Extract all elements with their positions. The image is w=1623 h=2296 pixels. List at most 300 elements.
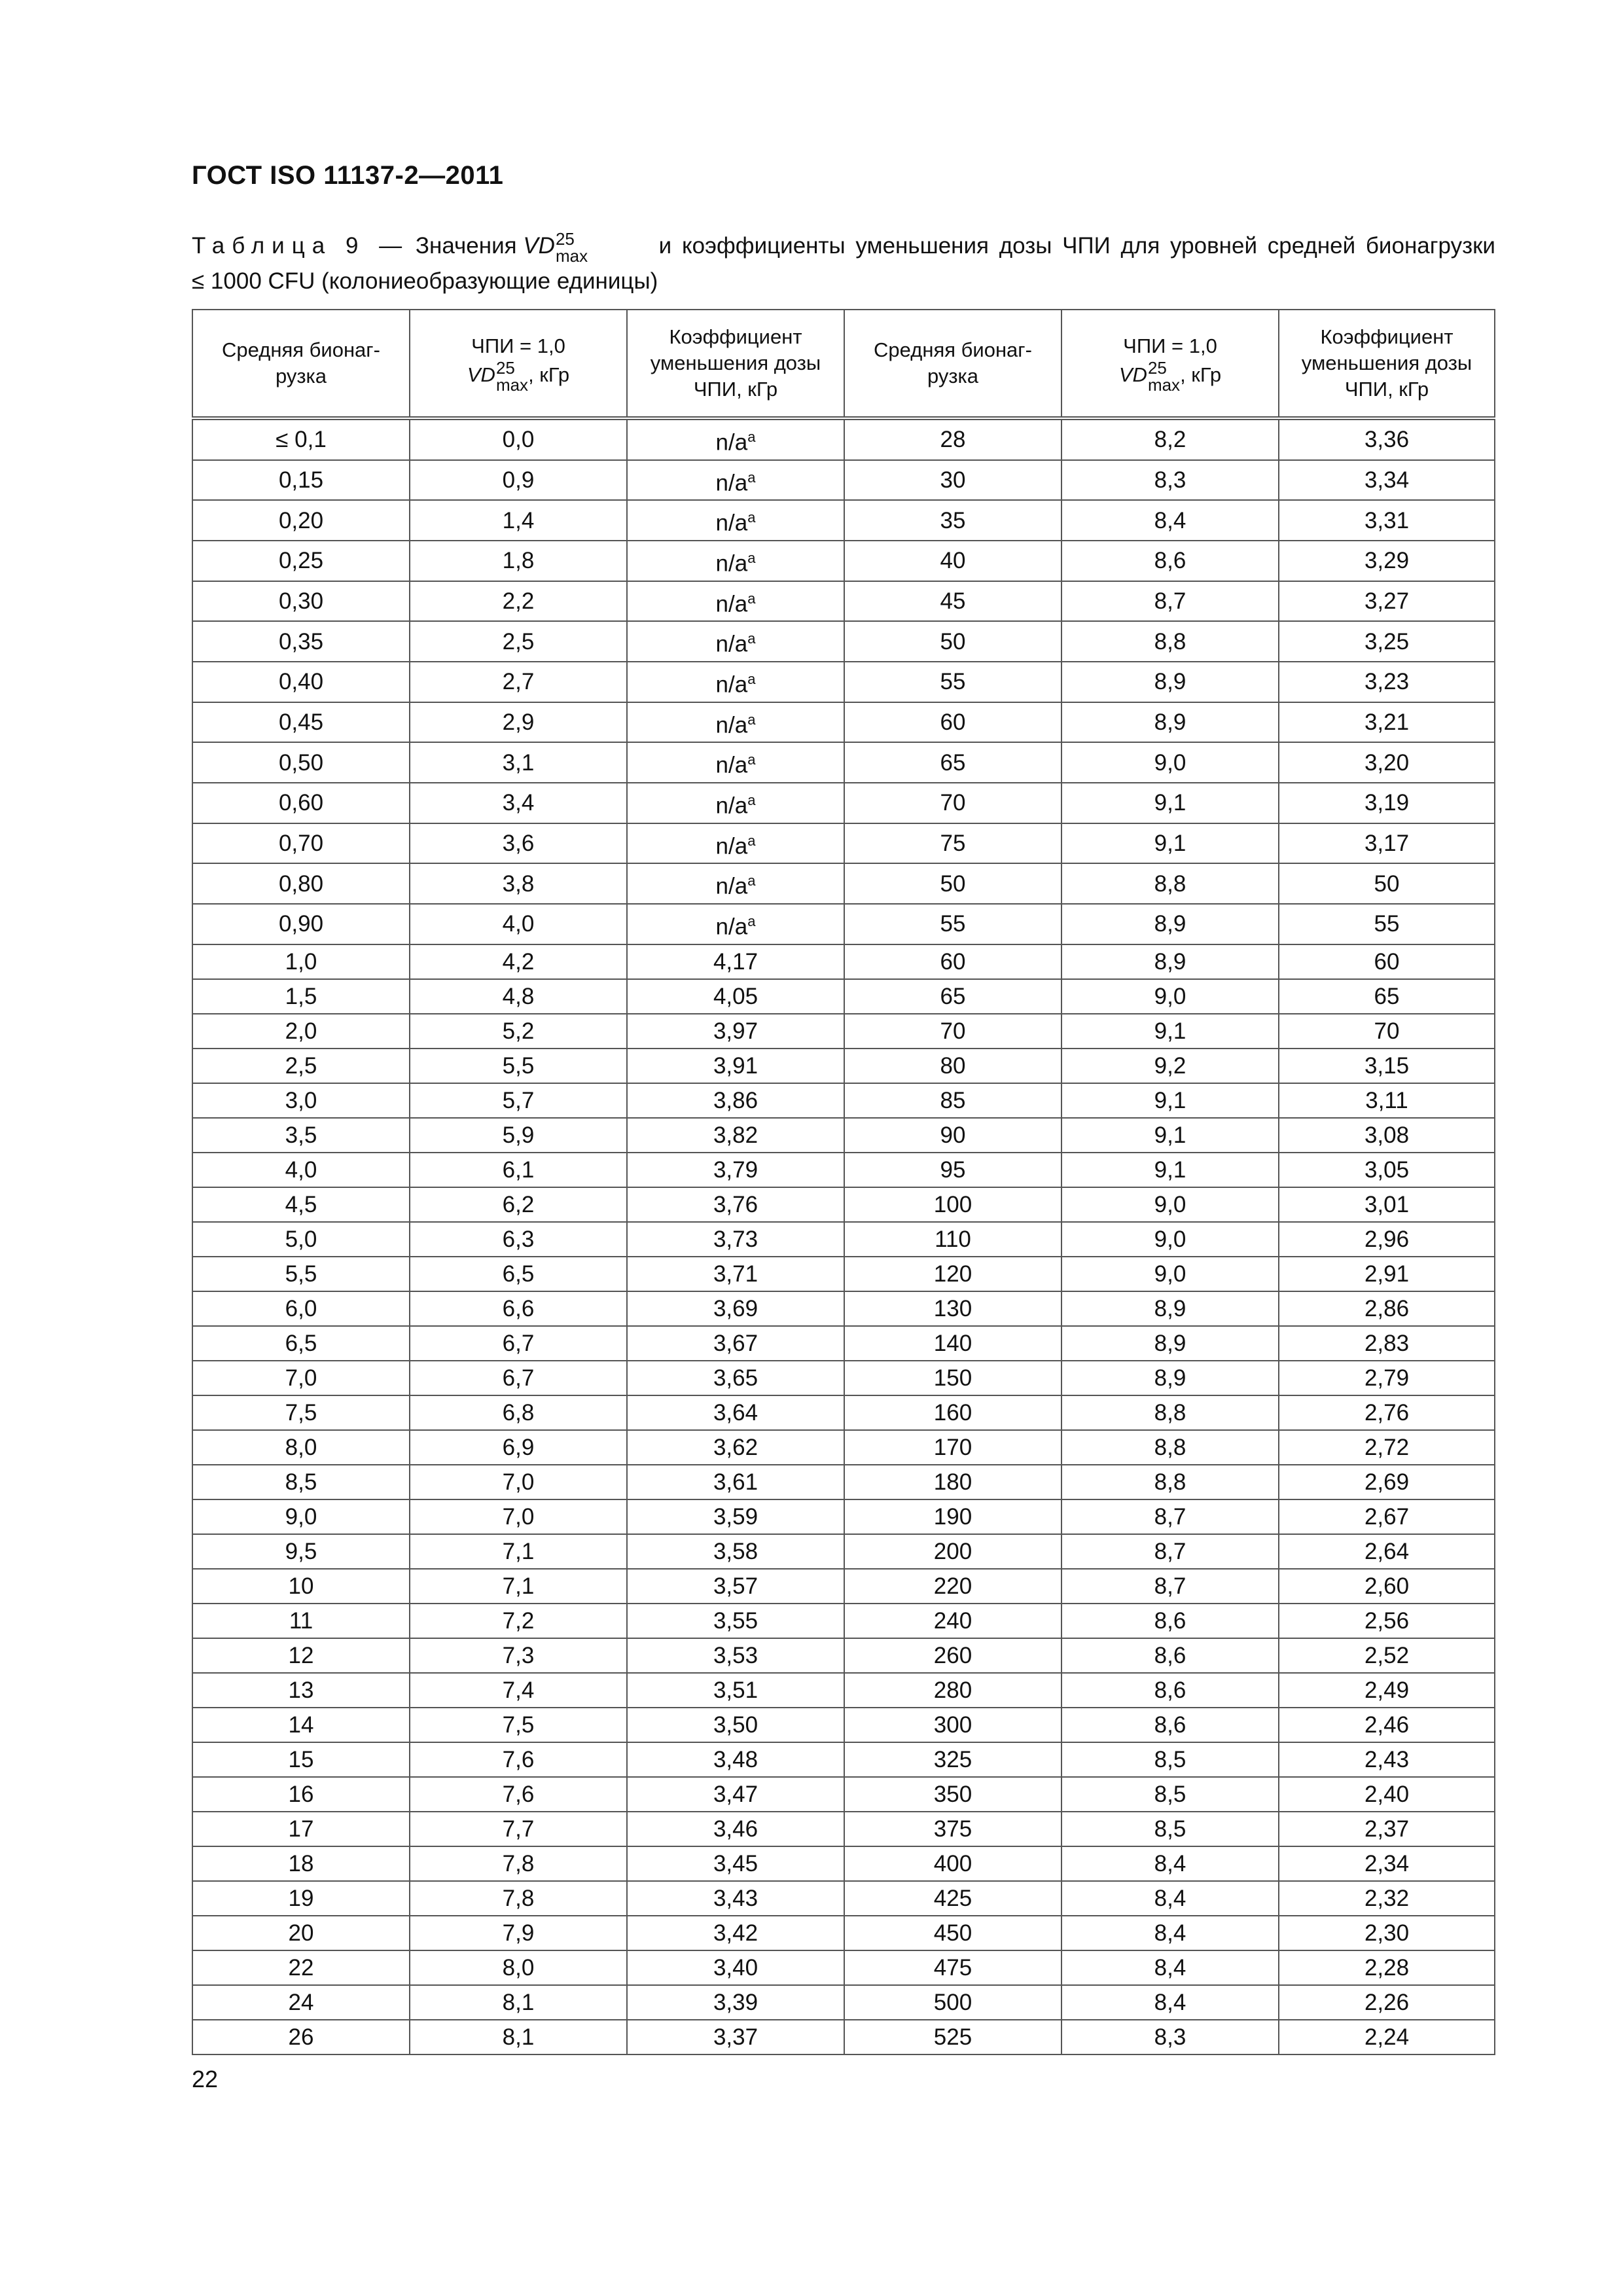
table-cell-bioburden: 45 [844,581,1061,622]
table-cell-vd-max: 1,4 [410,500,627,541]
table-row [192,1118,1495,1153]
table-cell-dose-factor: 3,48 [627,1742,844,1777]
table-row [192,979,1495,1014]
table-cell-vd-max: 8,9 [1061,1291,1279,1326]
table-cell-vd-max: 3,8 [410,863,627,904]
table-row [192,1534,1495,1569]
table-cell-bioburden: 7,5 [192,1395,410,1430]
table-cell-bioburden: 450 [844,1916,1061,1950]
table-cell-dose-factor: $n/a^a$ [627,581,844,622]
table-row [192,581,1495,622]
table-cell-bioburden: 60 [844,944,1061,979]
table-cell-bioburden: 260 [844,1638,1061,1673]
table-cell-dose-factor: 2,32 [1279,1881,1495,1916]
table-row [192,1604,1495,1638]
table-cell-vd-max: 7,3 [410,1638,627,1673]
table-cell-dose-factor: 60 [1279,944,1495,979]
table-cell-bioburden: 0,20 [192,500,410,541]
table-cell-dose-factor: 3,20 [1279,742,1495,783]
table-cell-vd-max: 3,4 [410,783,627,823]
table-cell-dose-factor: 2,56 [1279,1604,1495,1638]
table-cell-dose-factor: 70 [1279,1014,1495,1049]
table-row [192,1569,1495,1604]
table-cell-bioburden: 17 [192,1812,410,1846]
table-cell-dose-factor: 3,64 [627,1395,844,1430]
table-cell-dose-factor: 2,72 [1279,1430,1495,1465]
table-cell-dose-factor: 2,86 [1279,1291,1495,1326]
table-cell-dose-factor: $n/a^a$ [627,621,844,662]
table-cell-vd-max: 9,1 [1061,823,1279,864]
table-row [192,1361,1495,1395]
table-cell-dose-factor: 3,59 [627,1499,844,1534]
table-cell-dose-factor: 2,49 [1279,1673,1495,1708]
table-cell-vd-max: 8,3 [1061,460,1279,501]
table-row [192,1049,1495,1083]
table-cell-dose-factor: 3,58 [627,1534,844,1569]
table-cell-bioburden: 85 [844,1083,1061,1118]
table-cell-bioburden: 8,0 [192,1430,410,1465]
table-cell-bioburden: 0,50 [192,742,410,783]
table-cell-dose-factor: 3,08 [1279,1118,1495,1153]
table-row [192,1291,1495,1326]
header-bioburden-right: Средняя бионаг- рузка [844,310,1061,418]
table-cell-bioburden: 180 [844,1465,1061,1499]
table-cell-bioburden: 0,35 [192,621,410,662]
caption-rest: и коэффициенты уменьшения дозы ЧПИ для уровней средней бионагрузки [658,233,1495,259]
table-cell-dose-factor: 3,46 [627,1812,844,1846]
header-dose-factor-right: Коэффициент уменьшения дозы ЧПИ, кГр [1279,310,1495,418]
table-row [192,863,1495,904]
table-cell-vd-max: 8,8 [1061,621,1279,662]
table-cell-bioburden: 350 [844,1777,1061,1812]
table-cell-vd-max: 5,9 [410,1118,627,1153]
table-cell-dose-factor: 3,76 [627,1187,844,1222]
table-cell-dose-factor: 2,46 [1279,1708,1495,1742]
header-vd-max-right: ЧПИ = 1,0 VD 25 max , кГр [1061,310,1279,418]
table-cell-dose-factor: 2,26 [1279,1985,1495,2020]
table-row [192,500,1495,541]
table-cell-vd-max: 4,0 [410,904,627,944]
header-dose-factor-left: Коэффициент уменьшения дозы ЧПИ, кГр [627,310,844,418]
table-cell-bioburden: 300 [844,1708,1061,1742]
table-cell-bioburden: 12 [192,1638,410,1673]
table-cell-bioburden: 0,30 [192,581,410,622]
table-row [192,2020,1495,2054]
table-cell-vd-max: 8,6 [1061,1638,1279,1673]
table-cell-vd-max: 9,2 [1061,1049,1279,1083]
table-cell-bioburden: 26 [192,2020,410,2054]
table-cell-vd-max: 6,7 [410,1326,627,1361]
table-cell-dose-factor: $n/a^a$ [627,460,844,501]
caption-pre: Значения [415,233,517,259]
table-cell-dose-factor: 2,76 [1279,1395,1495,1430]
bioburden-table [192,309,1495,2055]
table-cell-vd-max: 6,7 [410,1361,627,1395]
table-cell-vd-max: 9,1 [1061,783,1279,823]
table-cell-dose-factor: 3,71 [627,1257,844,1291]
table-cell-bioburden: 400 [844,1846,1061,1881]
table-cell-vd-max: 9,0 [1061,1222,1279,1257]
table-cell-vd-max: 7,2 [410,1604,627,1638]
table-cell-dose-factor: 3,05 [1279,1153,1495,1187]
table-cell-vd-max: 8,7 [1061,581,1279,622]
table-cell-vd-max: 6,6 [410,1291,627,1326]
table-cell-vd-max: 9,1 [1061,1014,1279,1049]
table-cell-vd-max: 8,9 [1061,944,1279,979]
table-cell-bioburden: 140 [844,1326,1061,1361]
table-cell-bioburden: 160 [844,1395,1061,1430]
table-cell-bioburden: 8,5 [192,1465,410,1499]
table-cell-dose-factor: 3,15 [1279,1049,1495,1083]
table-cell-dose-factor: 3,34 [1279,460,1495,501]
table-row [192,904,1495,944]
table-cell-dose-factor: $n/a^a$ [627,783,844,823]
table-cell-bioburden: 70 [844,1014,1061,1049]
table-cell-bioburden: 0,15 [192,460,410,501]
table-row [192,1326,1495,1361]
table-cell-dose-factor: 3,37 [627,2020,844,2054]
table-row [192,621,1495,662]
table-cell-bioburden: 0,90 [192,904,410,944]
table-cell-bioburden: 240 [844,1604,1061,1638]
table-cell-vd-max: 5,7 [410,1083,627,1118]
table-cell-bioburden: 28 [844,418,1061,460]
table-cell-dose-factor: 2,67 [1279,1499,1495,1534]
table-cell-dose-factor: 4,05 [627,979,844,1014]
table-cell-bioburden: 30 [844,460,1061,501]
table-cell-bioburden: 22 [192,1950,410,1985]
table-row [192,702,1495,743]
table-cell-vd-max: 8,4 [1061,500,1279,541]
table-cell-dose-factor: $n/a^a$ [627,662,844,702]
table-cell-vd-max: 9,1 [1061,1153,1279,1187]
table-cell-dose-factor: $n/a^a$ [627,823,844,864]
table-cell-vd-max: 8,4 [1061,1985,1279,2020]
table-cell-vd-max: 3,6 [410,823,627,864]
table-row [192,460,1495,501]
table-row [192,1083,1495,1118]
table-cell-bioburden: 0,80 [192,863,410,904]
table-row [192,1153,1495,1187]
caption-vd-index: 25 max [555,228,588,266]
table-cell-vd-max: 8,6 [1061,1604,1279,1638]
table-cell-vd-max: 4,2 [410,944,627,979]
table-cell-dose-factor: 2,60 [1279,1569,1495,1604]
table-cell-vd-max: 2,7 [410,662,627,702]
table-cell-dose-factor: 3,21 [1279,702,1495,743]
table-cell-dose-factor: $n/a^a$ [627,904,844,944]
table-row [192,418,1495,460]
table-cell-bioburden: 1,0 [192,944,410,979]
table-cell-vd-max: 8,5 [1061,1812,1279,1846]
table-cell-bioburden: 0,70 [192,823,410,864]
table-row [192,1812,1495,1846]
table-cell-bioburden: 2,5 [192,1049,410,1083]
table-cell-bioburden: 525 [844,2020,1061,2054]
caption-line-1 [192,229,1495,264]
table-cell-bioburden: 425 [844,1881,1061,1916]
caption-line-2: ≤ 1000 CFU (колониеобразующие единицы) [192,268,658,294]
table-cell-vd-max: 6,2 [410,1187,627,1222]
table-cell-dose-factor: $n/a^a$ [627,500,844,541]
table-cell-dose-factor: 3,73 [627,1222,844,1257]
table-cell-vd-max: 8,1 [410,2020,627,2054]
table-cell-dose-factor: 3,86 [627,1083,844,1118]
table-cell-dose-factor: 55 [1279,904,1495,944]
table-cell-vd-max: 7,1 [410,1534,627,1569]
table-cell-dose-factor: 3,42 [627,1916,844,1950]
table-cell-dose-factor: 3,31 [1279,500,1495,541]
table-cell-bioburden: 375 [844,1812,1061,1846]
table-cell-vd-max: 8,9 [1061,1326,1279,1361]
table-cell-dose-factor: 3,23 [1279,662,1495,702]
table-cell-bioburden: 170 [844,1430,1061,1465]
table-cell-bioburden: 50 [844,863,1061,904]
document-header: ГОСТ ISO 11137-2—2011 [192,161,504,190]
table-cell-vd-max: 2,9 [410,702,627,743]
table-cell-vd-max: 9,0 [1061,742,1279,783]
table-cell-vd-max: 5,5 [410,1049,627,1083]
table-cell-vd-max: 8,9 [1061,662,1279,702]
table-cell-dose-factor: 2,34 [1279,1846,1495,1881]
table-cell-vd-max: 8,4 [1061,1916,1279,1950]
table-cell-dose-factor: 2,40 [1279,1777,1495,1812]
table-cell-vd-max: 8,3 [1061,2020,1279,2054]
table-cell-dose-factor: 2,37 [1279,1812,1495,1846]
table-cell-bioburden: 130 [844,1291,1061,1326]
table-cell-vd-max: 6,1 [410,1153,627,1187]
table-cell-dose-factor: 65 [1279,979,1495,1014]
table-cell-vd-max: 8,7 [1061,1499,1279,1534]
table-cell-dose-factor: 3,61 [627,1465,844,1499]
table-cell-bioburden: 15 [192,1742,410,1777]
table-cell-dose-factor: 3,36 [1279,418,1495,460]
table-cell-dose-factor: 3,51 [627,1673,844,1708]
table-row [192,1465,1495,1499]
table-cell-dose-factor: 2,79 [1279,1361,1495,1395]
table-cell-bioburden: 200 [844,1534,1061,1569]
table-cell-bioburden: 3,0 [192,1083,410,1118]
table-cell-bioburden: 11 [192,1604,410,1638]
table-cell-bioburden: 280 [844,1673,1061,1708]
table-cell-vd-max: 6,5 [410,1257,627,1291]
table-cell-vd-max: 7,7 [410,1812,627,1846]
table-cell-vd-max: 8,9 [1061,702,1279,743]
header-bioburden-left: Средняя бионаг- рузка [192,310,410,418]
table-cell-vd-max: 9,1 [1061,1083,1279,1118]
table-cell-dose-factor: 2,52 [1279,1638,1495,1673]
table-cell-vd-max: 0,9 [410,460,627,501]
header-vd-max-left: ЧПИ = 1,0 VD 25 max , кГр [410,310,627,418]
table-cell-dose-factor: 2,69 [1279,1465,1495,1499]
table-cell-dose-factor: 2,64 [1279,1534,1495,1569]
table-cell-bioburden: 5,0 [192,1222,410,1257]
table-cell-vd-max: 4,8 [410,979,627,1014]
table-container [192,309,1494,2055]
table-cell-bioburden: 6,0 [192,1291,410,1326]
table-cell-bioburden: 90 [844,1118,1061,1153]
table-cell-vd-max: 8,7 [1061,1534,1279,1569]
table-cell-dose-factor: 3,45 [627,1846,844,1881]
table-cell-bioburden: 55 [844,904,1061,944]
table-cell-bioburden: 220 [844,1569,1061,1604]
page-number: 22 [192,2066,219,2092]
table-cell-dose-factor: 3,43 [627,1881,844,1916]
table-cell-vd-max: 8,5 [1061,1777,1279,1812]
table-cell-vd-max: 9,0 [1061,1187,1279,1222]
table-cell-vd-max: 9,0 [1061,1257,1279,1291]
table-row [192,1014,1495,1049]
table-cell-dose-factor: 3,57 [627,1569,844,1604]
table-cell-vd-max: 7,6 [410,1742,627,1777]
table-cell-vd-max: 2,2 [410,581,627,622]
table-cell-dose-factor: 4,17 [627,944,844,979]
table-cell-vd-max: 5,2 [410,1014,627,1049]
table-cell-dose-factor: $n/a^a$ [627,742,844,783]
table-cell-bioburden: 475 [844,1950,1061,1985]
table-cell-dose-factor: 2,96 [1279,1222,1495,1257]
caption-vd: VD [523,233,555,259]
table-cell-dose-factor: 3,67 [627,1326,844,1361]
table-cell-vd-max: 9,1 [1061,1118,1279,1153]
table-cell-bioburden: 14 [192,1708,410,1742]
table-cell-vd-max: 8,0 [410,1950,627,1985]
table-cell-dose-factor: 3,65 [627,1361,844,1395]
table-row [192,783,1495,823]
table-cell-vd-max: 8,8 [1061,1430,1279,1465]
table-cell-bioburden: 325 [844,1742,1061,1777]
table-cell-bioburden: 75 [844,823,1061,864]
table-body [192,418,1495,2054]
table-cell-dose-factor: 3,62 [627,1430,844,1465]
table-cell-bioburden: 16 [192,1777,410,1812]
table-cell-bioburden: 190 [844,1499,1061,1534]
table-cell-vd-max: 9,0 [1061,979,1279,1014]
table-cell-dose-factor: 3,39 [627,1985,844,2020]
table-cell-dose-factor: 50 [1279,863,1495,904]
table-row [192,1881,1495,1916]
table-cell-vd-max: 6,9 [410,1430,627,1465]
table-row [192,662,1495,702]
table-cell-bioburden: 40 [844,541,1061,581]
table-cell-bioburden: 55 [844,662,1061,702]
table-cell-bioburden: 120 [844,1257,1061,1291]
table-cell-dose-factor: $n/a^a$ [627,702,844,743]
table-cell-vd-max: 0,0 [410,418,627,460]
table-cell-bioburden: 80 [844,1049,1061,1083]
table-cell-bioburden: 95 [844,1153,1061,1187]
table-cell-dose-factor: 2,30 [1279,1916,1495,1950]
table-cell-vd-max: 2,5 [410,621,627,662]
table-cell-bioburden: 3,5 [192,1118,410,1153]
table-cell-dose-factor: 3,50 [627,1708,844,1742]
table-cell-bioburden: 35 [844,500,1061,541]
table-row [192,1499,1495,1534]
table-cell-vd-max: 8,8 [1061,863,1279,904]
table-cell-bioburden: 20 [192,1916,410,1950]
table-cell-bioburden: 9,5 [192,1534,410,1569]
table-cell-bioburden: 65 [844,742,1061,783]
table-cell-bioburden: 4,0 [192,1153,410,1187]
table-cell-vd-max: 8,4 [1061,1950,1279,1985]
table-cell-vd-max: 7,5 [410,1708,627,1742]
table-cell-bioburden: 0,60 [192,783,410,823]
table-cell-vd-max: 8,7 [1061,1569,1279,1604]
table-cell-dose-factor: 2,28 [1279,1950,1495,1985]
table-cell-bioburden: 19 [192,1881,410,1916]
table-cell-vd-max: 8,4 [1061,1846,1279,1881]
table-cell-vd-max: 7,4 [410,1673,627,1708]
table-caption [192,229,1495,298]
table-row [192,1708,1495,1742]
table-cell-dose-factor: 3,53 [627,1638,844,1673]
table-cell-bioburden: 150 [844,1361,1061,1395]
table-cell-bioburden: 0,25 [192,541,410,581]
table-cell-vd-max: 7,1 [410,1569,627,1604]
table-cell-dose-factor: 3,47 [627,1777,844,1812]
table-cell-bioburden: 1,5 [192,979,410,1014]
table-cell-dose-factor: $n/a^a$ [627,863,844,904]
table-cell-dose-factor: 3,19 [1279,783,1495,823]
table-cell-dose-factor: 2,83 [1279,1326,1495,1361]
table-cell-dose-factor: 3,11 [1279,1083,1495,1118]
table-cell-vd-max: 8,6 [1061,541,1279,581]
table-cell-bioburden: 13 [192,1673,410,1708]
table-cell-vd-max: 8,1 [410,1985,627,2020]
table-cell-vd-max: 7,0 [410,1465,627,1499]
table-row [192,823,1495,864]
table-row [192,1742,1495,1777]
caption-label: Таблица 9 — [192,233,410,259]
table-cell-bioburden: 0,40 [192,662,410,702]
table-cell-dose-factor: 3,25 [1279,621,1495,662]
table-cell-bioburden: 60 [844,702,1061,743]
table-cell-dose-factor: 3,82 [627,1118,844,1153]
table-cell-dose-factor: 2,91 [1279,1257,1495,1291]
table-cell-bioburden: 50 [844,621,1061,662]
table-cell-vd-max: 7,8 [410,1881,627,1916]
table-header-row [192,310,1495,418]
table-cell-bioburden: 7,0 [192,1361,410,1395]
table-row [192,1777,1495,1812]
table-cell-dose-factor: 3,97 [627,1014,844,1049]
table-cell-vd-max: 8,6 [1061,1708,1279,1742]
table-cell-dose-factor: 3,79 [627,1153,844,1187]
table-row [192,1673,1495,1708]
table-cell-vd-max: 8,9 [1061,904,1279,944]
table-row [192,742,1495,783]
table-cell-vd-max: 8,5 [1061,1742,1279,1777]
table-cell-bioburden: 110 [844,1222,1061,1257]
table-cell-dose-factor: 3,55 [627,1604,844,1638]
table-row [192,1222,1495,1257]
table-row [192,1187,1495,1222]
table-cell-bioburden: 24 [192,1985,410,2020]
table-cell-dose-factor: 3,29 [1279,541,1495,581]
table-row [192,944,1495,979]
table-cell-dose-factor: 3,17 [1279,823,1495,864]
table-cell-dose-factor: 3,69 [627,1291,844,1326]
table-cell-bioburden: 18 [192,1846,410,1881]
table-row [192,1916,1495,1950]
table-row [192,1638,1495,1673]
table-cell-bioburden: 5,5 [192,1257,410,1291]
table-cell-dose-factor: 3,91 [627,1049,844,1083]
table-cell-bioburden: 70 [844,783,1061,823]
table-row [192,1846,1495,1881]
table-cell-vd-max: 6,8 [410,1395,627,1430]
table-cell-vd-max: 7,8 [410,1846,627,1881]
